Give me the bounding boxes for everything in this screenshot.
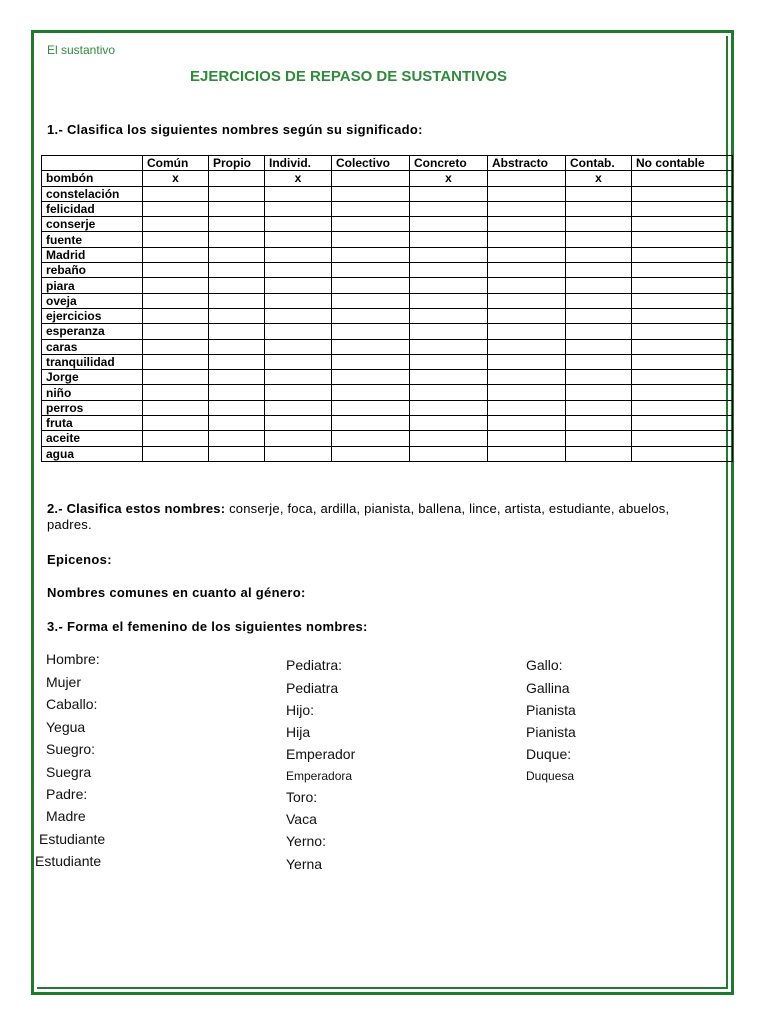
mark-cell (632, 339, 733, 354)
word: Toro: (286, 789, 318, 805)
mark-cell (632, 171, 733, 186)
mark-cell (632, 186, 733, 201)
word: Duquesa (526, 769, 575, 783)
mark-cell (566, 186, 632, 201)
word: Mujer (46, 674, 82, 690)
mark-cell (566, 431, 632, 446)
mark-cell (566, 293, 632, 308)
noun-cell: piara (42, 278, 143, 293)
mark-cell (265, 263, 332, 278)
table-row (42, 232, 733, 247)
mark-cell (209, 431, 265, 446)
word: Hijo: (286, 702, 315, 718)
mark-cell (332, 232, 410, 247)
mark-cell (410, 247, 488, 262)
mark-cell (566, 308, 632, 323)
mark-cell (209, 247, 265, 262)
mark-cell (566, 201, 632, 216)
word: Yerna (286, 856, 323, 872)
noun-cell: fuente (42, 232, 143, 247)
mark-cell (488, 446, 566, 461)
mark-cell: x (566, 171, 632, 186)
mark-cell (143, 278, 209, 293)
mark-cell (143, 186, 209, 201)
mark-cell (332, 293, 410, 308)
table-row (42, 431, 733, 446)
word: Gallo: (526, 657, 563, 673)
mark-cell (632, 446, 733, 461)
mark-cell (265, 385, 332, 400)
mark-cell (410, 232, 488, 247)
word: Padre: (46, 786, 88, 802)
word: Suegro: (46, 741, 96, 757)
mark-cell (566, 339, 632, 354)
mark-cell (332, 278, 410, 293)
mark-cell (209, 186, 265, 201)
column-header: Colectivo (332, 156, 410, 171)
mark-cell (488, 416, 566, 431)
mark-cell (488, 278, 566, 293)
classification-table (41, 155, 733, 462)
comunes-label: Nombres comunes en cuanto al género: (47, 585, 306, 600)
noun-cell: bombón (42, 171, 143, 186)
mark-cell (566, 446, 632, 461)
noun-cell: aceite (42, 431, 143, 446)
mark-cell (410, 400, 488, 415)
mark-cell (410, 416, 488, 431)
mark-cell (488, 232, 566, 247)
mark-cell (209, 308, 265, 323)
mark-cell (143, 217, 209, 232)
mark-cell (265, 278, 332, 293)
page-title: EJERCICIOS DE REPASO DE SUSTANTIVOS (190, 68, 507, 85)
word: Estudiante (35, 853, 102, 869)
mark-cell (209, 232, 265, 247)
word: Gallina (526, 680, 570, 696)
mark-cell (410, 370, 488, 385)
mark-cell (632, 201, 733, 216)
mark-cell (209, 324, 265, 339)
mark-cell (566, 247, 632, 262)
word: Emperador (286, 746, 356, 762)
mark-cell (209, 446, 265, 461)
noun-cell: caras (42, 339, 143, 354)
mark-cell (332, 308, 410, 323)
mark-cell (209, 354, 265, 369)
question-1: 1.- Clasifica los siguientes nombres según su significado: (47, 122, 423, 137)
mark-cell (632, 416, 733, 431)
table-row (42, 339, 733, 354)
mark-cell (488, 370, 566, 385)
question-3: 3.- Forma el femenino de los siguientes nombres: (47, 619, 368, 634)
table-row (42, 171, 733, 186)
word: Yegua (46, 719, 86, 735)
mark-cell (209, 370, 265, 385)
table-header-row (42, 156, 733, 171)
table-row (42, 385, 733, 400)
mark-cell (143, 354, 209, 369)
mark-cell (488, 400, 566, 415)
noun-cell: rebaño (42, 263, 143, 278)
mark-cell (332, 186, 410, 201)
word: Duque: (526, 746, 572, 762)
mark-cell (332, 385, 410, 400)
mark-cell (265, 354, 332, 369)
mark-cell (410, 278, 488, 293)
mark-cell (332, 247, 410, 262)
table-row (42, 201, 733, 216)
mark-cell (332, 446, 410, 461)
table-row (42, 324, 733, 339)
mark-cell: x (265, 171, 332, 186)
mark-cell (410, 324, 488, 339)
mark-cell (143, 293, 209, 308)
mark-cell (265, 431, 332, 446)
mark-cell (488, 339, 566, 354)
mark-cell (632, 278, 733, 293)
word: Yerno: (286, 833, 326, 849)
mark-cell (143, 263, 209, 278)
mark-cell (209, 416, 265, 431)
mark-cell (265, 232, 332, 247)
mark-cell (566, 400, 632, 415)
mark-cell (332, 339, 410, 354)
mark-cell (265, 446, 332, 461)
mark-cell (265, 186, 332, 201)
mark-cell (410, 217, 488, 232)
column-header: Contab. (566, 156, 632, 171)
table-row (42, 186, 733, 201)
mark-cell (332, 263, 410, 278)
mark-cell (209, 400, 265, 415)
word: Caballo: (46, 696, 98, 712)
mark-cell (143, 232, 209, 247)
mark-cell (209, 201, 265, 216)
mark-cell (332, 201, 410, 216)
noun-cell: fruta (42, 416, 143, 431)
mark-cell (410, 446, 488, 461)
noun-cell: perros (42, 400, 143, 415)
noun-cell: tranquilidad (42, 354, 143, 369)
mark-cell (209, 171, 265, 186)
noun-cell: conserje (42, 217, 143, 232)
table-row (42, 263, 733, 278)
word: Hombre: (46, 651, 100, 667)
mark-cell (332, 354, 410, 369)
mark-cell (332, 217, 410, 232)
noun-cell: esperanza (42, 324, 143, 339)
mark-cell (265, 416, 332, 431)
table-row (42, 446, 733, 461)
mark-cell (143, 385, 209, 400)
mark-cell (143, 370, 209, 385)
mark-cell (332, 416, 410, 431)
mark-cell (566, 217, 632, 232)
column-header: Común (143, 156, 209, 171)
mark-cell (566, 385, 632, 400)
mark-cell (488, 308, 566, 323)
table-row (42, 354, 733, 369)
mark-cell (488, 354, 566, 369)
mark-cell (410, 308, 488, 323)
mark-cell (265, 217, 332, 232)
table-row (42, 217, 733, 232)
mark-cell (209, 263, 265, 278)
mark-cell (632, 293, 733, 308)
question-2-label: 2.- Clasifica estos nombres: (47, 501, 226, 516)
column-header: Propio (209, 156, 265, 171)
mark-cell (566, 354, 632, 369)
mark-cell (632, 217, 733, 232)
word: Madre (46, 808, 86, 824)
column-header: Concreto (410, 156, 488, 171)
mark-cell (566, 232, 632, 247)
mark-cell (488, 171, 566, 186)
table-row (42, 400, 733, 415)
mark-cell (632, 354, 733, 369)
word: Hija (286, 724, 311, 740)
mark-cell (410, 354, 488, 369)
word: Pianista (526, 702, 576, 718)
mark-cell (488, 293, 566, 308)
header-note: El sustantivo (47, 43, 116, 57)
noun-cell: felicidad (42, 201, 143, 216)
word: Pediatra (286, 680, 339, 696)
header-blank-cell (42, 156, 143, 171)
mark-cell (332, 370, 410, 385)
mark-cell (410, 339, 488, 354)
mark-cell (265, 400, 332, 415)
mark-cell (332, 431, 410, 446)
mark-cell (632, 232, 733, 247)
table-row (42, 416, 733, 431)
mark-cell (265, 247, 332, 262)
mark-cell (265, 201, 332, 216)
mark-cell (410, 263, 488, 278)
mark-cell (143, 247, 209, 262)
mark-cell (632, 431, 733, 446)
word: Vaca (286, 811, 317, 827)
column-header: No contable (632, 156, 733, 171)
mark-cell (332, 400, 410, 415)
mark-cell (410, 293, 488, 308)
mark-cell (566, 416, 632, 431)
table-row (42, 278, 733, 293)
mark-cell (488, 263, 566, 278)
noun-cell: Jorge (42, 370, 143, 385)
table-row (42, 247, 733, 262)
noun-cell: constelación (42, 186, 143, 201)
mark-cell (143, 446, 209, 461)
mark-cell (265, 308, 332, 323)
mark-cell (265, 293, 332, 308)
mark-cell (265, 324, 332, 339)
mark-cell (265, 339, 332, 354)
noun-cell: oveja (42, 293, 143, 308)
mark-cell (410, 186, 488, 201)
mark-cell (566, 278, 632, 293)
mark-cell (632, 324, 733, 339)
mark-cell (566, 263, 632, 278)
word: Emperadora (286, 769, 353, 783)
table-row (42, 293, 733, 308)
mark-cell (632, 263, 733, 278)
mark-cell (410, 385, 488, 400)
mark-cell: x (410, 171, 488, 186)
mark-cell (566, 324, 632, 339)
mark-cell (410, 431, 488, 446)
mark-cell (209, 293, 265, 308)
mark-cell (410, 201, 488, 216)
mark-cell (566, 370, 632, 385)
mark-cell (488, 247, 566, 262)
word: Pianista (526, 724, 576, 740)
mark-cell (209, 217, 265, 232)
question-2 (47, 501, 717, 533)
table-row (42, 370, 733, 385)
mark-cell (632, 247, 733, 262)
table-row (42, 308, 733, 323)
epicenos-label: Epicenos: (47, 552, 112, 567)
column-header: Individ. (265, 156, 332, 171)
mark-cell (143, 308, 209, 323)
mark-cell (488, 201, 566, 216)
word: Pediatra: (286, 657, 343, 673)
word: Estudiante (39, 831, 106, 847)
mark-cell (209, 339, 265, 354)
noun-cell: agua (42, 446, 143, 461)
mark-cell (632, 400, 733, 415)
mark-cell: x (143, 171, 209, 186)
mark-cell (143, 339, 209, 354)
mark-cell (488, 324, 566, 339)
mark-cell (632, 308, 733, 323)
mark-cell (488, 385, 566, 400)
noun-cell: niño (42, 385, 143, 400)
mark-cell (143, 324, 209, 339)
mark-cell (632, 385, 733, 400)
mark-cell (488, 186, 566, 201)
noun-cell: Madrid (42, 247, 143, 262)
mark-cell (632, 370, 733, 385)
question-2-words: conserje, foca, ardilla, pianista, ballena, lince, artista, estudiante, abuelos, padres. (47, 501, 670, 532)
mark-cell (143, 416, 209, 431)
mark-cell (143, 400, 209, 415)
column-header: Abstracto (488, 156, 566, 171)
mark-cell (488, 431, 566, 446)
mark-cell (488, 217, 566, 232)
mark-cell (209, 385, 265, 400)
mark-cell (209, 278, 265, 293)
mark-cell (265, 370, 332, 385)
mark-cell (332, 324, 410, 339)
mark-cell (332, 171, 410, 186)
word: Suegra (46, 764, 92, 780)
mark-cell (143, 431, 209, 446)
noun-cell: ejercicios (42, 308, 143, 323)
mark-cell (143, 201, 209, 216)
